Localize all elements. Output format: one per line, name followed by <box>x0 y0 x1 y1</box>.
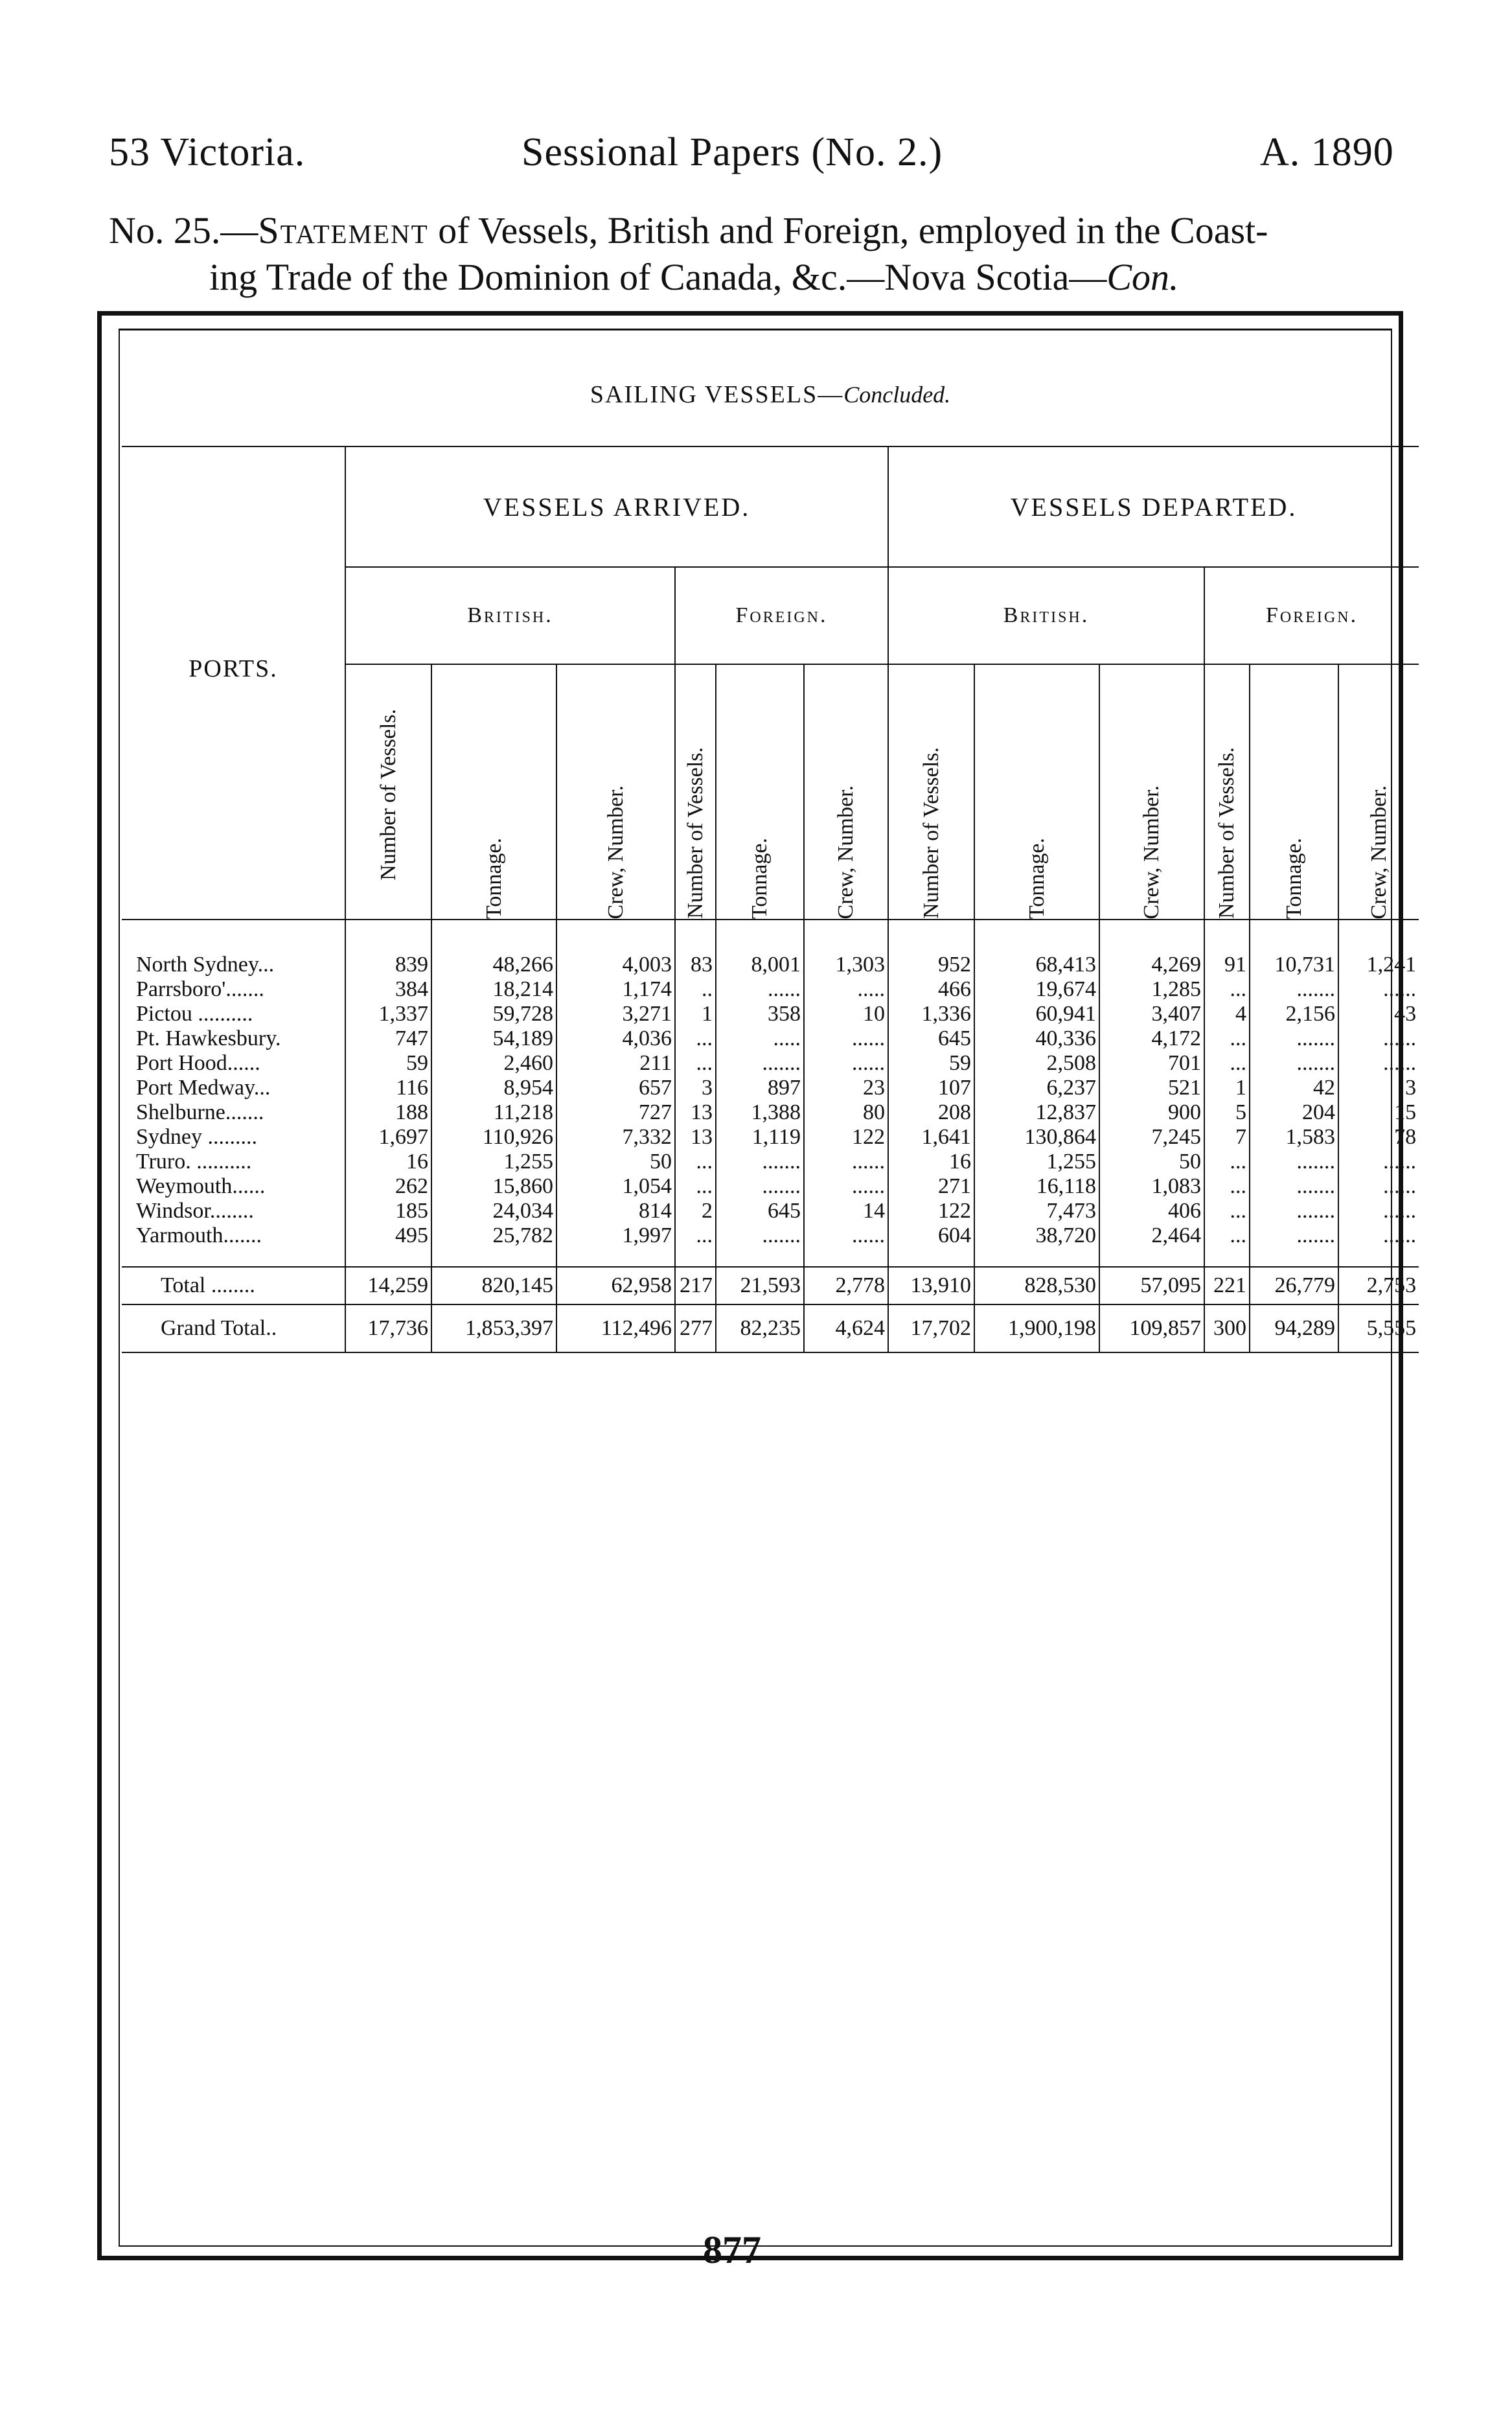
spacer-cell <box>431 1248 556 1267</box>
port-cell: 1,997 <box>556 1223 675 1248</box>
title-prefix: No. 25.— <box>109 209 258 251</box>
port-cell: 83 <box>675 920 716 977</box>
col-dep-for-vessels: Number of Vessels. <box>1215 747 1239 919</box>
port-cell: 1 <box>1204 1076 1250 1100</box>
spacer-cell <box>804 1248 888 1267</box>
title-line2: ing Trade of the Dominion of Canada, &c.—Nova Scotia— <box>209 256 1107 298</box>
port-cell: ....... <box>1250 1026 1338 1051</box>
title-keyword: Statement <box>258 209 429 251</box>
port-cell: 1,336 <box>888 1002 974 1026</box>
port-cell: 42 <box>1250 1076 1338 1100</box>
departed-foreign-header: Foreign. <box>1204 567 1419 664</box>
grand-total-cell: 82,235 <box>716 1304 804 1352</box>
port-name: Parrsboro'....... <box>122 977 345 1002</box>
total-cell: 2,778 <box>804 1267 888 1304</box>
col-arr-for-crew: Crew, Number. <box>834 785 858 919</box>
port-cell: 839 <box>395 953 428 977</box>
port-cell: ...... <box>1338 1199 1419 1223</box>
port-cell: ... <box>1204 1174 1250 1199</box>
col-dep-brit-crew: Crew, Number. <box>1140 785 1163 919</box>
port-cell: 48,266 <box>431 920 556 977</box>
section-title <box>122 343 1419 446</box>
port-row <box>122 1150 1419 1174</box>
port-cell: 18,214 <box>431 977 556 1002</box>
arrived-foreign-header: Foreign. <box>675 567 888 664</box>
port-cell: 60,941 <box>974 1002 1099 1026</box>
port-cell: 110,926 <box>431 1125 556 1150</box>
port-cell: 645 <box>716 1199 804 1223</box>
port-cell: 16,118 <box>974 1174 1099 1199</box>
port-cell: 1 <box>675 1002 716 1026</box>
port-name: Shelburne....... <box>122 1100 345 1125</box>
header-papers: Sessional Papers (No. 2.) <box>521 130 943 174</box>
col-dep-for-crew: Crew, Number. <box>1366 785 1391 919</box>
port-row <box>122 1174 1419 1199</box>
port-cell: ... <box>675 1051 716 1076</box>
title-line2-italic: Con. <box>1106 256 1179 298</box>
port-cell: 10 <box>804 1002 888 1026</box>
grand-total-cell: 1,853,397 <box>431 1304 556 1352</box>
col-dep-brit-tonnage: Tonnage. <box>1024 837 1049 919</box>
port-cell: 8,001 <box>716 920 804 977</box>
port-cell: 130,864 <box>974 1125 1099 1150</box>
port-cell: 2,156 <box>1250 1002 1338 1026</box>
port-cell: 59 <box>888 1051 974 1076</box>
port-cell: 11,218 <box>431 1100 556 1125</box>
grand-total-cell: 109,857 <box>1099 1304 1204 1352</box>
col-dep-brit-vessels: Number of Vessels. <box>919 747 943 919</box>
port-cell: 1,388 <box>716 1100 804 1125</box>
port-cell: 521 <box>1099 1076 1204 1100</box>
port-cell: 657 <box>556 1076 675 1100</box>
port-cell: 5 <box>1204 1100 1250 1125</box>
port-cell: 384 <box>395 977 428 1001</box>
port-cell: 2 <box>675 1199 716 1223</box>
spacer-cell <box>974 1248 1099 1267</box>
port-cell: 1,174 <box>556 977 675 1002</box>
total-cell: 2,753 <box>1338 1267 1419 1304</box>
total-cell: 14,259 <box>345 1267 431 1304</box>
grand-total-cell: 277 <box>675 1304 716 1352</box>
port-row <box>122 1051 1419 1076</box>
port-cell: 3,407 <box>1099 1002 1204 1026</box>
page-number: 877 <box>703 2229 761 2271</box>
port-cell: 814 <box>556 1199 675 1223</box>
port-cell: ... <box>675 1174 716 1199</box>
port-cell: 50 <box>556 1150 675 1174</box>
header-session: 53 Victoria. <box>109 130 306 174</box>
spacer-cell <box>1099 1248 1204 1267</box>
port-cell: ... <box>675 1150 716 1174</box>
port-cell: 1,241 <box>1338 920 1419 977</box>
section-title-italic: Concluded. <box>843 382 951 408</box>
port-cell: 7,473 <box>974 1199 1099 1223</box>
port-cell: 59 <box>406 1051 428 1075</box>
port-cell: 406 <box>1099 1199 1204 1223</box>
port-cell: 8,954 <box>431 1076 556 1100</box>
port-cell: ... <box>1204 1199 1250 1223</box>
port-name: Windsor........ <box>122 1199 345 1223</box>
port-cell: 1,083 <box>1099 1174 1204 1199</box>
port-name: Sydney ......... <box>122 1125 345 1150</box>
port-cell: 3 <box>675 1076 716 1100</box>
port-cell: 358 <box>716 1002 804 1026</box>
port-cell: ...... <box>804 1051 888 1076</box>
port-cell: ....... <box>1250 1174 1338 1199</box>
spacer-cell <box>122 1248 345 1267</box>
port-cell: 1,255 <box>974 1150 1099 1174</box>
vessels-table <box>122 343 1419 1353</box>
grand-total-cell: 300 <box>1204 1304 1250 1352</box>
port-cell: 2,464 <box>1099 1223 1204 1248</box>
total-cell: 820,145 <box>431 1267 556 1304</box>
port-cell: 16 <box>406 1150 428 1174</box>
port-cell: 13 <box>675 1125 716 1150</box>
port-cell: 701 <box>1099 1051 1204 1076</box>
port-row <box>122 977 1419 1002</box>
port-cell: 4,269 <box>1099 920 1204 977</box>
port-cell: 747 <box>395 1026 428 1050</box>
port-cell: 116 <box>396 1076 428 1100</box>
port-cell: ...... <box>1338 1174 1419 1199</box>
port-cell: 14 <box>804 1199 888 1223</box>
port-cell: 54,189 <box>431 1026 556 1051</box>
port-cell: 1,119 <box>716 1125 804 1150</box>
port-cell: 952 <box>888 920 974 977</box>
grand-total-cell: 1,900,198 <box>974 1304 1099 1352</box>
header-year: A. 1890 <box>1260 130 1394 174</box>
spacer-cell <box>1204 1248 1250 1267</box>
grand-total-cell: 17,702 <box>888 1304 974 1352</box>
port-row <box>122 1125 1419 1150</box>
spacer-cell <box>716 1248 804 1267</box>
port-cell: 15 <box>1338 1100 1419 1125</box>
grand-total-cell: 17,736 <box>345 1304 431 1352</box>
table-body <box>122 920 1419 1352</box>
grand-total-label: Grand Total.. <box>122 1304 345 1352</box>
port-cell: 68,413 <box>974 920 1099 977</box>
port-cell: ....... <box>1250 1150 1338 1174</box>
spacer-cell <box>1250 1248 1338 1267</box>
port-row <box>122 1223 1419 1248</box>
port-cell: 1,641 <box>888 1125 974 1150</box>
port-cell: ....... <box>1250 1051 1338 1076</box>
port-cell: 897 <box>716 1076 804 1100</box>
port-cell: ....... <box>716 1223 804 1248</box>
port-cell: 727 <box>556 1100 675 1125</box>
port-cell: ....... <box>1250 977 1338 1002</box>
grand-total-cell: 4,624 <box>804 1304 888 1352</box>
port-cell: 38,720 <box>974 1223 1099 1248</box>
port-cell: ...... <box>1338 1051 1419 1076</box>
port-row <box>122 1199 1419 1223</box>
col-arr-brit-vessels: Number of Vessels. <box>376 708 400 881</box>
port-cell: 645 <box>888 1026 974 1051</box>
port-cell: 25,782 <box>431 1223 556 1248</box>
col-arr-for-vessels: Number of Vessels. <box>683 747 707 919</box>
port-cell: 40,336 <box>974 1026 1099 1051</box>
port-cell: 900 <box>1099 1100 1204 1125</box>
port-cell: 80 <box>804 1100 888 1125</box>
port-row <box>122 1026 1419 1051</box>
total-label: Total ........ <box>122 1267 345 1304</box>
port-cell: 122 <box>804 1125 888 1150</box>
port-cell: 2,508 <box>974 1051 1099 1076</box>
port-cell: ...... <box>804 1174 888 1199</box>
arrived-british-header: British. <box>345 567 675 664</box>
document-title <box>109 207 1424 301</box>
port-cell: ....... <box>716 1051 804 1076</box>
port-cell: 19,674 <box>974 977 1099 1002</box>
port-cell: ... <box>1204 977 1250 1002</box>
port-cell: 2,460 <box>431 1051 556 1076</box>
port-cell: 15,860 <box>431 1174 556 1199</box>
departed-header: VESSELS DEPARTED. <box>888 446 1419 567</box>
port-cell: 23 <box>804 1076 888 1100</box>
spacer-cell <box>888 1248 974 1267</box>
grand-total-row <box>122 1304 1419 1352</box>
port-cell: ...... <box>1338 1150 1419 1174</box>
grand-total-cell: 94,289 <box>1250 1304 1338 1352</box>
port-name: Pt. Hawkesbury. <box>122 1026 345 1051</box>
port-cell: 466 <box>888 977 974 1002</box>
total-cell: 62,958 <box>556 1267 675 1304</box>
port-cell: 10,731 <box>1250 920 1338 977</box>
port-cell: ... <box>1204 1150 1250 1174</box>
total-cell: 21,593 <box>716 1267 804 1304</box>
port-cell: 604 <box>888 1223 974 1248</box>
arrived-header: VESSELS ARRIVED. <box>345 446 888 567</box>
port-cell: ... <box>1204 1026 1250 1051</box>
port-cell: 1,697 <box>378 1125 428 1149</box>
port-name: North Sydney... <box>122 920 345 977</box>
total-row <box>122 1267 1419 1304</box>
port-cell: ...... <box>1338 1026 1419 1051</box>
port-cell: 7,332 <box>556 1125 675 1150</box>
spacer-cell <box>675 1248 716 1267</box>
port-name: Yarmouth....... <box>122 1223 345 1248</box>
port-cell: ... <box>675 1026 716 1051</box>
port-cell: 4,036 <box>556 1026 675 1051</box>
port-name: Weymouth...... <box>122 1174 345 1199</box>
spacer-row <box>122 1248 1419 1267</box>
port-cell: 13 <box>675 1100 716 1125</box>
total-cell: 221 <box>1204 1267 1250 1304</box>
port-cell: 7 <box>1204 1125 1250 1150</box>
port-cell: 24,034 <box>431 1199 556 1223</box>
port-cell: 12,837 <box>974 1100 1099 1125</box>
port-cell: 211 <box>556 1051 675 1076</box>
port-row <box>122 1100 1419 1125</box>
ports-header: PORTS. <box>122 446 345 920</box>
port-cell: 1,303 <box>804 920 888 977</box>
port-name: Truro. .......... <box>122 1150 345 1174</box>
port-cell: ...... <box>1338 1223 1419 1248</box>
port-cell: 3,271 <box>556 1002 675 1026</box>
port-cell: ... <box>675 1223 716 1248</box>
port-cell: ....... <box>716 1174 804 1199</box>
port-cell: 59,728 <box>431 1002 556 1026</box>
section-title-text: SAILING VESSELS— <box>590 381 844 408</box>
port-cell: ...... <box>804 1026 888 1051</box>
port-cell: 188 <box>395 1100 428 1124</box>
port-cell: 495 <box>395 1223 428 1247</box>
port-cell: 262 <box>395 1174 428 1198</box>
port-row <box>122 1076 1419 1100</box>
port-cell: .. <box>675 977 716 1002</box>
grand-total-cell: 5,555 <box>1338 1304 1419 1352</box>
port-name: Port Medway... <box>122 1076 345 1100</box>
port-name: Pictou .......... <box>122 1002 345 1026</box>
port-cell: 1,285 <box>1099 977 1204 1002</box>
port-cell: 1,255 <box>431 1150 556 1174</box>
port-name: Port Hood...... <box>122 1051 345 1076</box>
total-cell: 26,779 <box>1250 1267 1338 1304</box>
total-cell: 828,530 <box>974 1267 1099 1304</box>
total-cell: 57,095 <box>1099 1267 1204 1304</box>
col-arr-for-tonnage: Tonnage. <box>748 837 772 919</box>
port-cell: 16 <box>888 1150 974 1174</box>
port-cell: 4,172 <box>1099 1026 1204 1051</box>
spacer-cell <box>1338 1248 1419 1267</box>
port-cell: 78 <box>1338 1125 1419 1150</box>
spacer-cell <box>345 1248 431 1267</box>
port-cell: 6,237 <box>974 1076 1099 1100</box>
total-cell: 217 <box>675 1267 716 1304</box>
port-cell: ...... <box>1338 977 1419 1002</box>
port-row <box>122 920 1419 977</box>
spacer-cell <box>556 1248 675 1267</box>
port-cell: 50 <box>1099 1150 1204 1174</box>
title-line1: of Vessels, British and Foreign, employed in the Coast- <box>428 209 1268 251</box>
port-cell: 4,003 <box>556 920 675 977</box>
port-cell: 91 <box>1204 920 1250 977</box>
total-cell: 13,910 <box>888 1267 974 1304</box>
port-cell: ..... <box>804 977 888 1002</box>
port-cell: ... <box>1204 1051 1250 1076</box>
port-cell: 204 <box>1250 1100 1338 1125</box>
port-cell: 1,337 <box>378 1002 428 1026</box>
port-cell: ..... <box>716 1026 804 1051</box>
port-cell: ... <box>1204 1223 1250 1248</box>
port-cell: 185 <box>395 1199 428 1223</box>
port-cell: ....... <box>1250 1199 1338 1223</box>
port-cell: 3 <box>1338 1076 1419 1100</box>
port-row <box>122 1002 1419 1026</box>
col-arr-brit-tonnage: Tonnage. <box>481 837 506 919</box>
port-cell: 122 <box>888 1199 974 1223</box>
port-cell: 43 <box>1338 1002 1419 1026</box>
grand-total-cell: 112,496 <box>556 1304 675 1352</box>
port-cell: ...... <box>804 1223 888 1248</box>
port-cell: ....... <box>1250 1223 1338 1248</box>
port-cell: ...... <box>804 1150 888 1174</box>
port-cell: 4 <box>1204 1002 1250 1026</box>
col-arr-brit-crew: Crew, Number. <box>603 785 628 919</box>
departed-british-header: British. <box>888 567 1204 664</box>
col-dep-for-tonnage: Tonnage. <box>1281 837 1306 919</box>
port-cell: 1,583 <box>1250 1125 1338 1150</box>
port-cell: 107 <box>888 1076 974 1100</box>
port-cell: 271 <box>888 1174 974 1199</box>
port-cell: 1,054 <box>556 1174 675 1199</box>
port-cell: ...... <box>716 977 804 1002</box>
port-cell: 7,245 <box>1099 1125 1204 1150</box>
port-cell: 208 <box>888 1100 974 1125</box>
port-cell: ....... <box>716 1150 804 1174</box>
